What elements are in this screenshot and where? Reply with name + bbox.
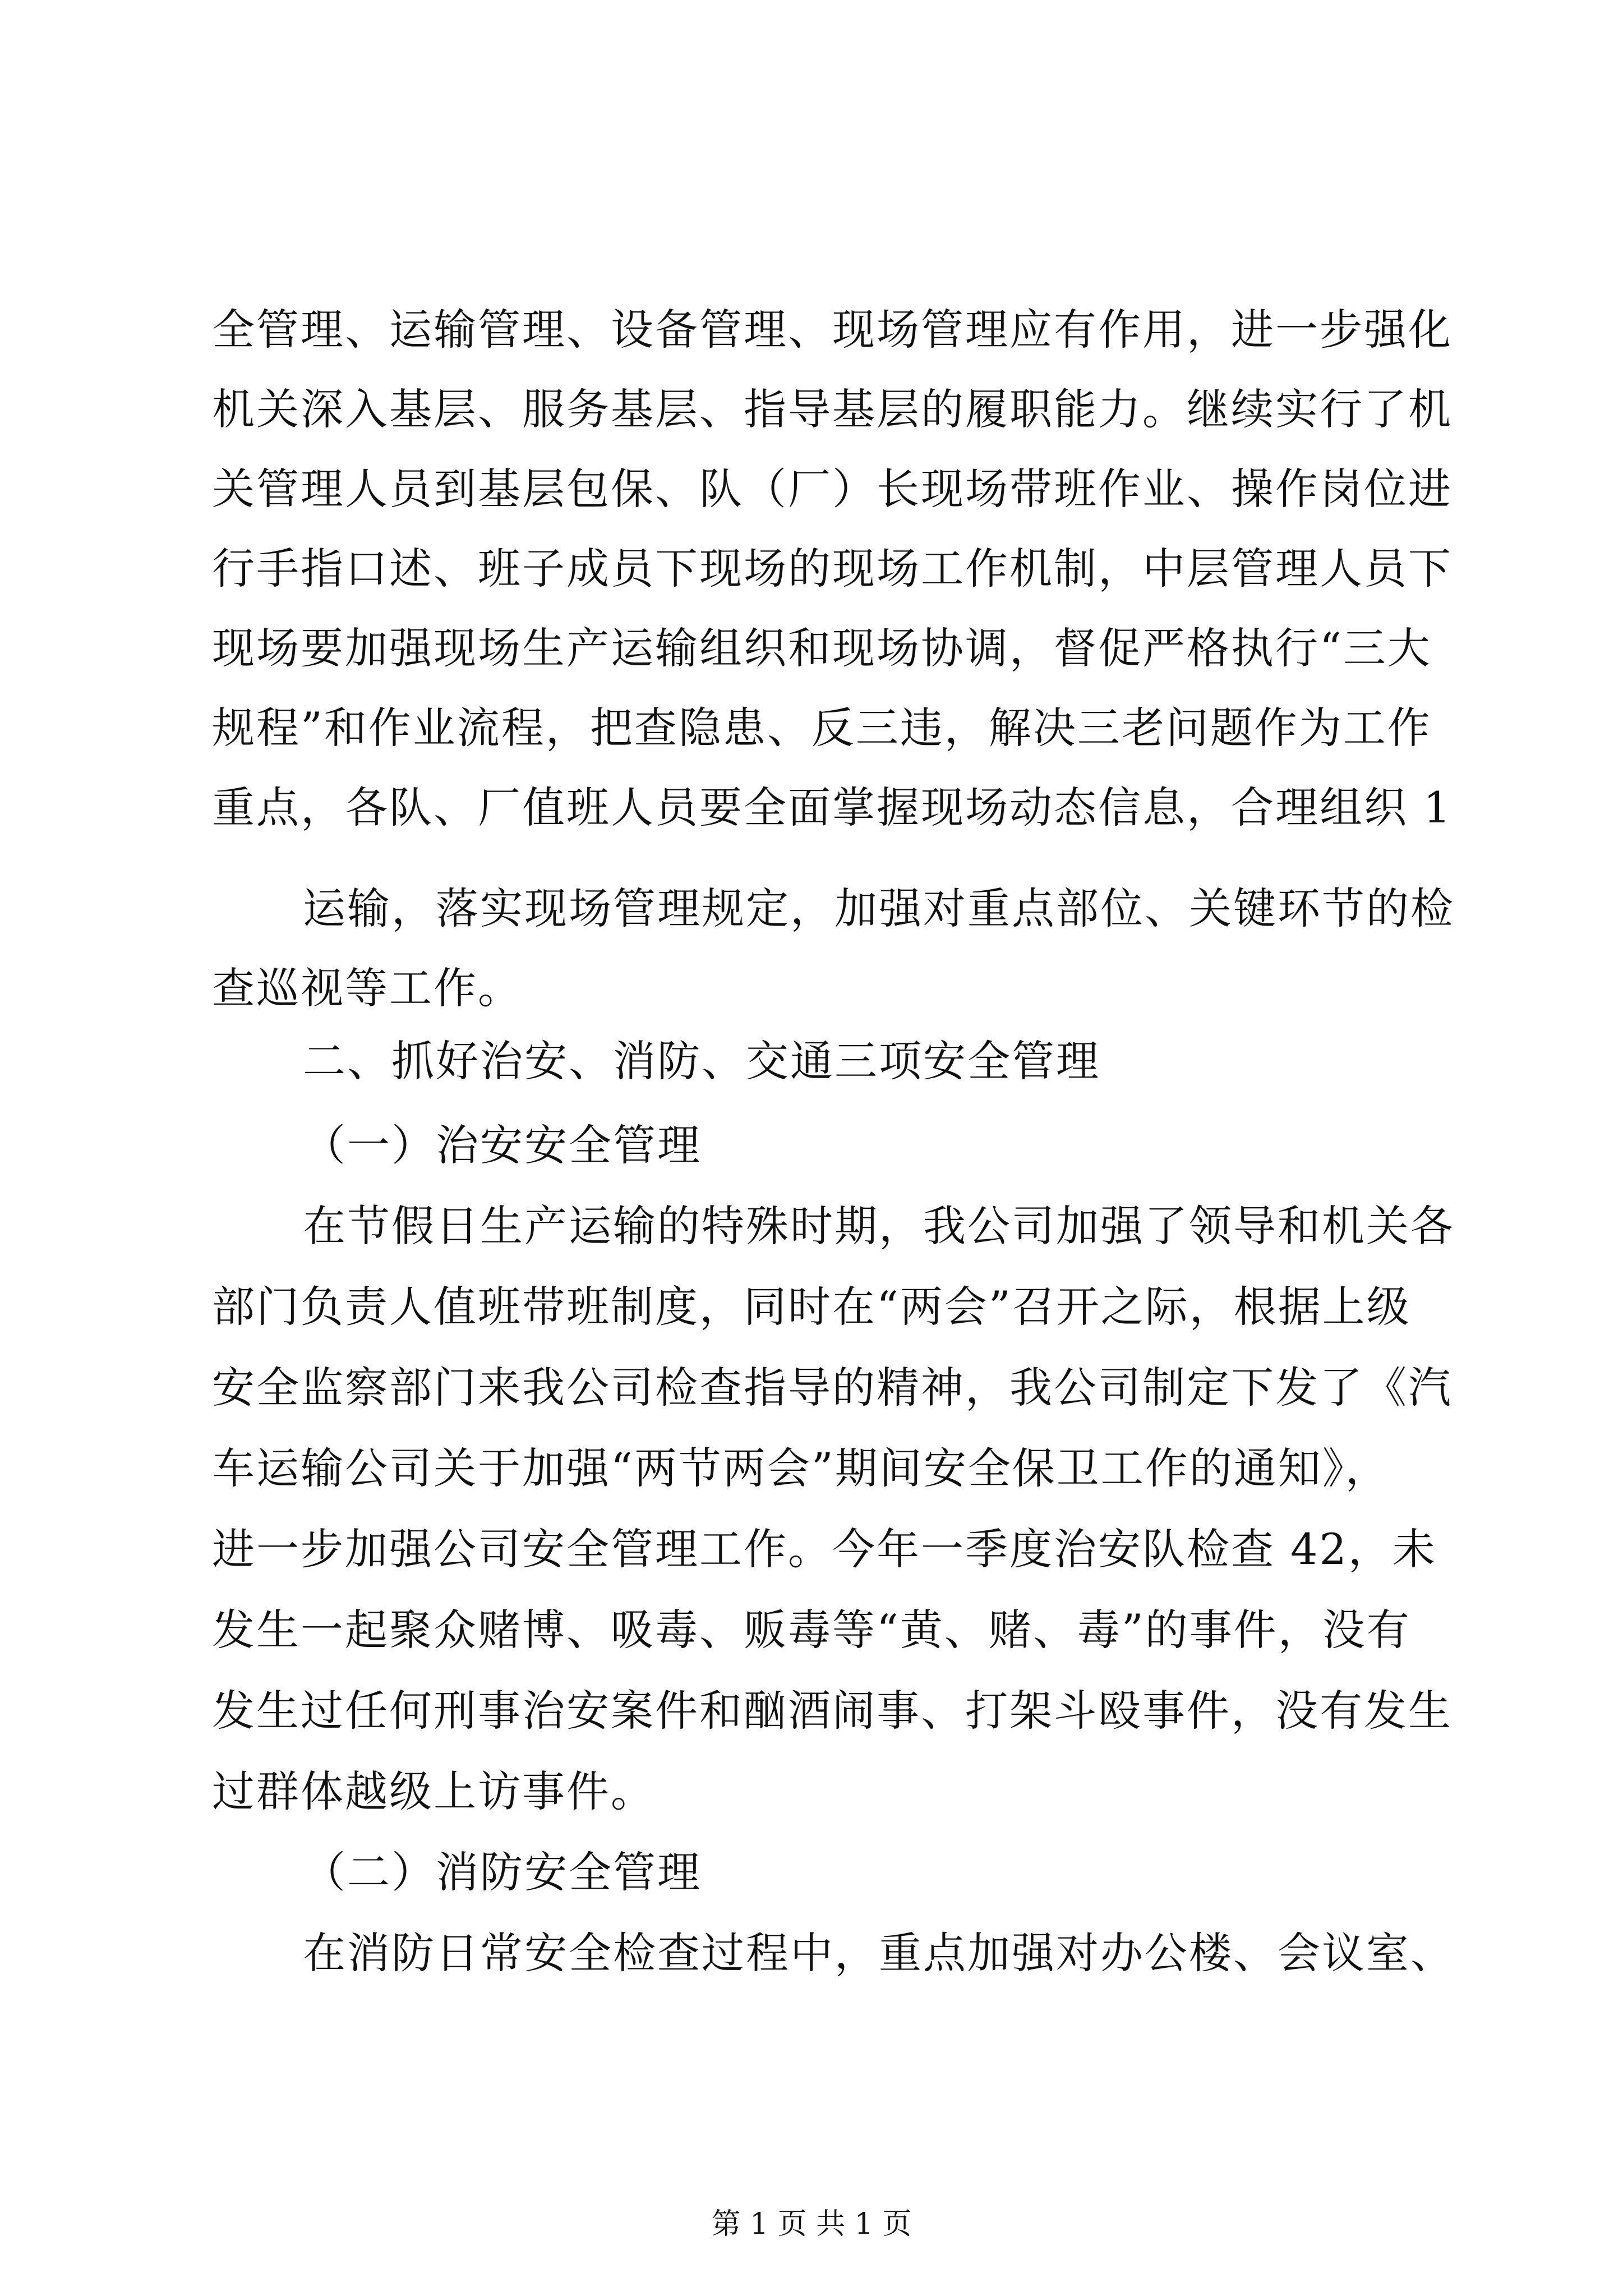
section-heading: 二、抓好治安、消防、交通三项安全管理 xyxy=(303,1036,1100,1086)
paragraph-line: 发生一起聚众赌博、吸毒、贩毒等“黄、赌、毒”的事件，没有 xyxy=(212,1605,1411,1655)
paragraph-line: 在节假日生产运输的特殊时期，我公司加强了领导和机关各 xyxy=(303,1201,1455,1251)
paragraph-line: 运输，落实现场管理规定，加强对重点部位、关键环节的检 xyxy=(303,884,1455,933)
paragraph-line: 在消防日常安全检查过程中，重点加强对办公楼、会议室、 xyxy=(303,1928,1455,1978)
paragraph-line: 部门负责人值班带班制度，同时在“两会”召开之际，根据上级 xyxy=(212,1282,1411,1332)
paragraph-line: 全管理、运输管理、设备管理、现场管理应有作用，进一步强化 xyxy=(212,305,1453,355)
paragraph-line: 关管理人员到基层包保、队（厂）长现场带班作业、操作岗位进 xyxy=(212,464,1453,514)
paragraph-line: 查巡视等工作。 xyxy=(212,963,522,1013)
paragraph-line: 车运输公司关于加强“两节两会”期间安全保卫工作的通知》， xyxy=(212,1443,1390,1493)
paragraph-line: 重点，各队、厂值班人员要全面掌握现场动态信息，合理组织 1 xyxy=(212,783,1453,832)
paragraph-line: 发生过任何刑事治安案件和酗酒闹事、打架斗殴事件，没有发生 xyxy=(212,1686,1453,1736)
paragraph-line: 安全监察部门来我公司检查指导的精神，我公司制定下发了《汽 xyxy=(212,1363,1453,1412)
subsection-heading: （二）消防安全管理 xyxy=(303,1847,702,1897)
paragraph-line: 机关深入基层、服务基层、指导基层的履职能力。继续实行了机 xyxy=(212,384,1453,434)
subsection-heading: （一）治安安全管理 xyxy=(303,1120,702,1170)
paragraph-line: 过群体越级上访事件。 xyxy=(212,1766,655,1816)
paragraph-line: 行手指口述、班子成员下现场的现场工作机制，中层管理人员下 xyxy=(212,544,1453,593)
paragraph-line: 规程”和作业流程，把查隐患、反三违，解决三老问题作为工作 xyxy=(212,703,1432,753)
paragraph-line: 进一步加强公司安全管理工作。今年一季度治安队检查 42，未 xyxy=(212,1524,1437,1574)
page-number-footer: 第 1 页 共 1 页 xyxy=(711,2207,912,2241)
paragraph-line: 现场要加强现场生产运输组织和现场协调，督促严格执行“三大 xyxy=(212,623,1432,673)
